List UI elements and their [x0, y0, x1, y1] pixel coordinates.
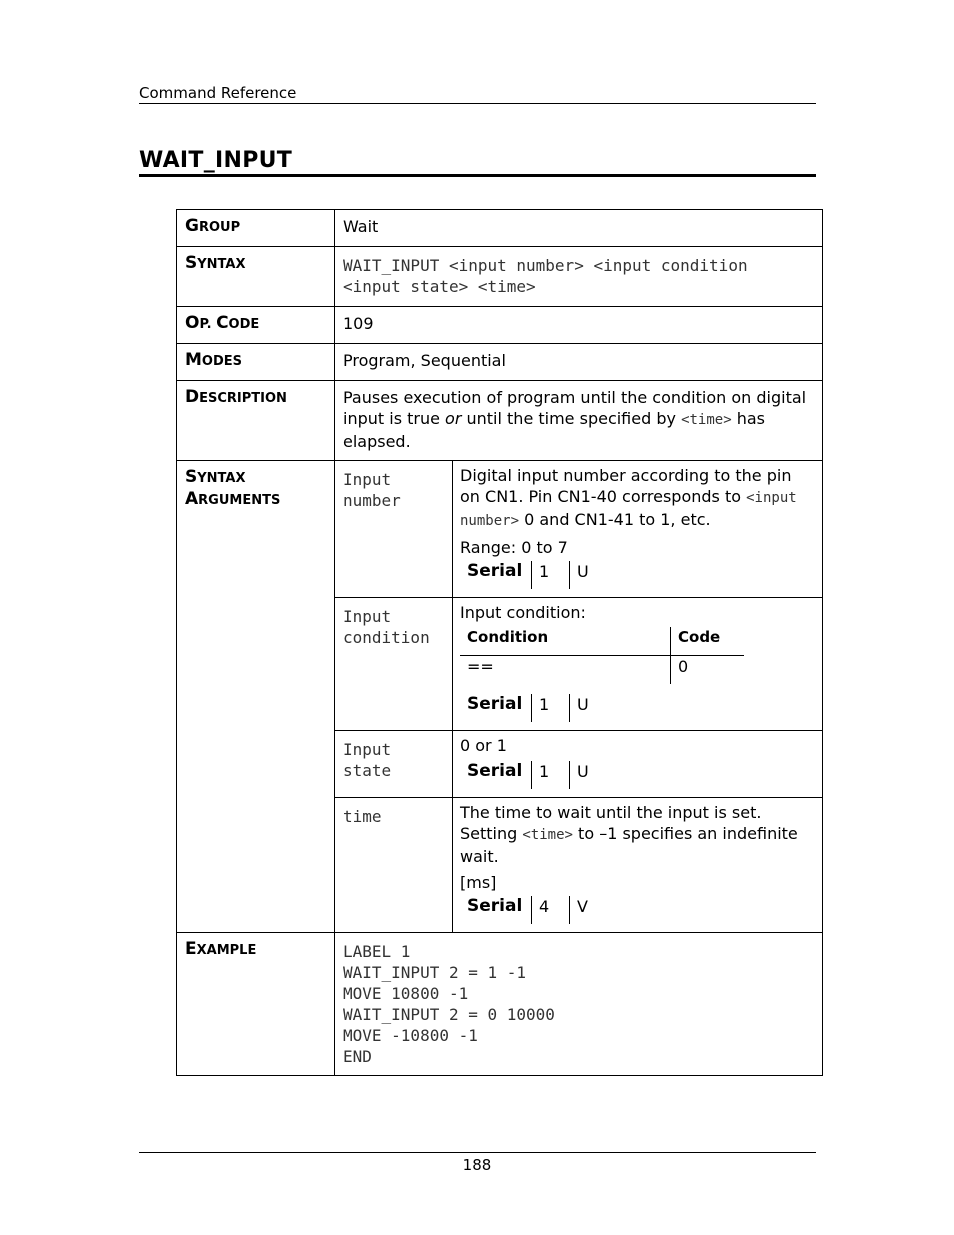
row-group [177, 210, 823, 247]
row-syntax [177, 247, 823, 307]
row-example [177, 933, 823, 1076]
footer-rule [139, 1152, 816, 1153]
syntax-line-2: <input state> <time> [343, 277, 536, 296]
row-syntax-arguments [177, 461, 823, 933]
label-example: EXAMPLE [177, 933, 335, 1076]
arg-description: The time to wait until the input is set. Setting <time> to –1 specifies an indefinite wait. [ms] Serial 4 V [453, 798, 823, 933]
arg-unit: [ms] [460, 873, 497, 892]
arg-name: Input state [335, 731, 453, 798]
label-syntax-arguments: SYNTAX ARGUMENTS [177, 461, 335, 933]
running-header [139, 84, 816, 104]
arg-name: Input condition [335, 598, 453, 731]
arg-input-state [335, 731, 822, 798]
arg-range: Range: 0 to 7 [460, 538, 568, 557]
row-description [177, 381, 823, 461]
arg-time [335, 798, 822, 933]
value-opcode: 109 [335, 307, 823, 344]
arg-description: Digital input number according to the pin on CN1. Pin CN1-40 corresponds to <input number> 0 and CN1-41 to 1, etc. Range: 0 to 7 Serial 1 U [453, 461, 823, 598]
arg-description: 0 or 1 Serial 1 U [453, 731, 823, 798]
running-header-title: Command Reference [139, 84, 297, 102]
code-line: MOVE -10800 -1 [343, 1026, 478, 1045]
arg-name: Input number [335, 461, 453, 598]
arg-name: time [335, 798, 453, 933]
serial-table: Serial 1 U [460, 761, 607, 789]
serial-table: Serial 4 V [460, 896, 607, 924]
example-code [335, 933, 823, 1076]
condition-table: Condition Code == 0 [460, 627, 744, 684]
row-modes [177, 344, 823, 381]
arg-input-number [335, 461, 822, 598]
command-reference-table [176, 209, 823, 1076]
code-line: WAIT_INPUT 2 = 1 -1 [343, 963, 527, 982]
condition-row: == 0 [460, 656, 744, 685]
arg-input-condition [335, 598, 822, 731]
value-modes: Program, Sequential [335, 344, 823, 381]
arg-description: Input condition: Condition Code == 0 Serial 1 U [453, 598, 823, 731]
page-title: WAIT_INPUT [139, 148, 816, 177]
syntax-line-1: WAIT_INPUT <input number> <input condition [343, 256, 748, 275]
code-line: LABEL 1 [343, 942, 411, 961]
value-description: Pauses execution of program until the condition on digital input is true or until the time specified by <time> has elapsed. [335, 381, 823, 461]
serial-table: Serial 1 U [460, 694, 607, 722]
label-opcode: OP. CODE [177, 307, 335, 344]
row-opcode [177, 307, 823, 344]
label-syntax: SYNTAX [177, 247, 335, 307]
arguments-table [335, 461, 822, 932]
serial-table: Serial 1 U [460, 561, 607, 589]
value-syntax [335, 247, 823, 307]
label-group: GROUP [177, 210, 335, 247]
page-number: 188 [462, 1156, 492, 1174]
label-description: DESCRIPTION [177, 381, 335, 461]
label-modes: MODES [177, 344, 335, 381]
syntax-arguments-cell [335, 461, 823, 933]
value-group: Wait [335, 210, 823, 247]
code-line: WAIT_INPUT 2 = 0 10000 [343, 1005, 555, 1024]
code-line: MOVE 10800 -1 [343, 984, 469, 1003]
code-line: END [343, 1047, 372, 1066]
